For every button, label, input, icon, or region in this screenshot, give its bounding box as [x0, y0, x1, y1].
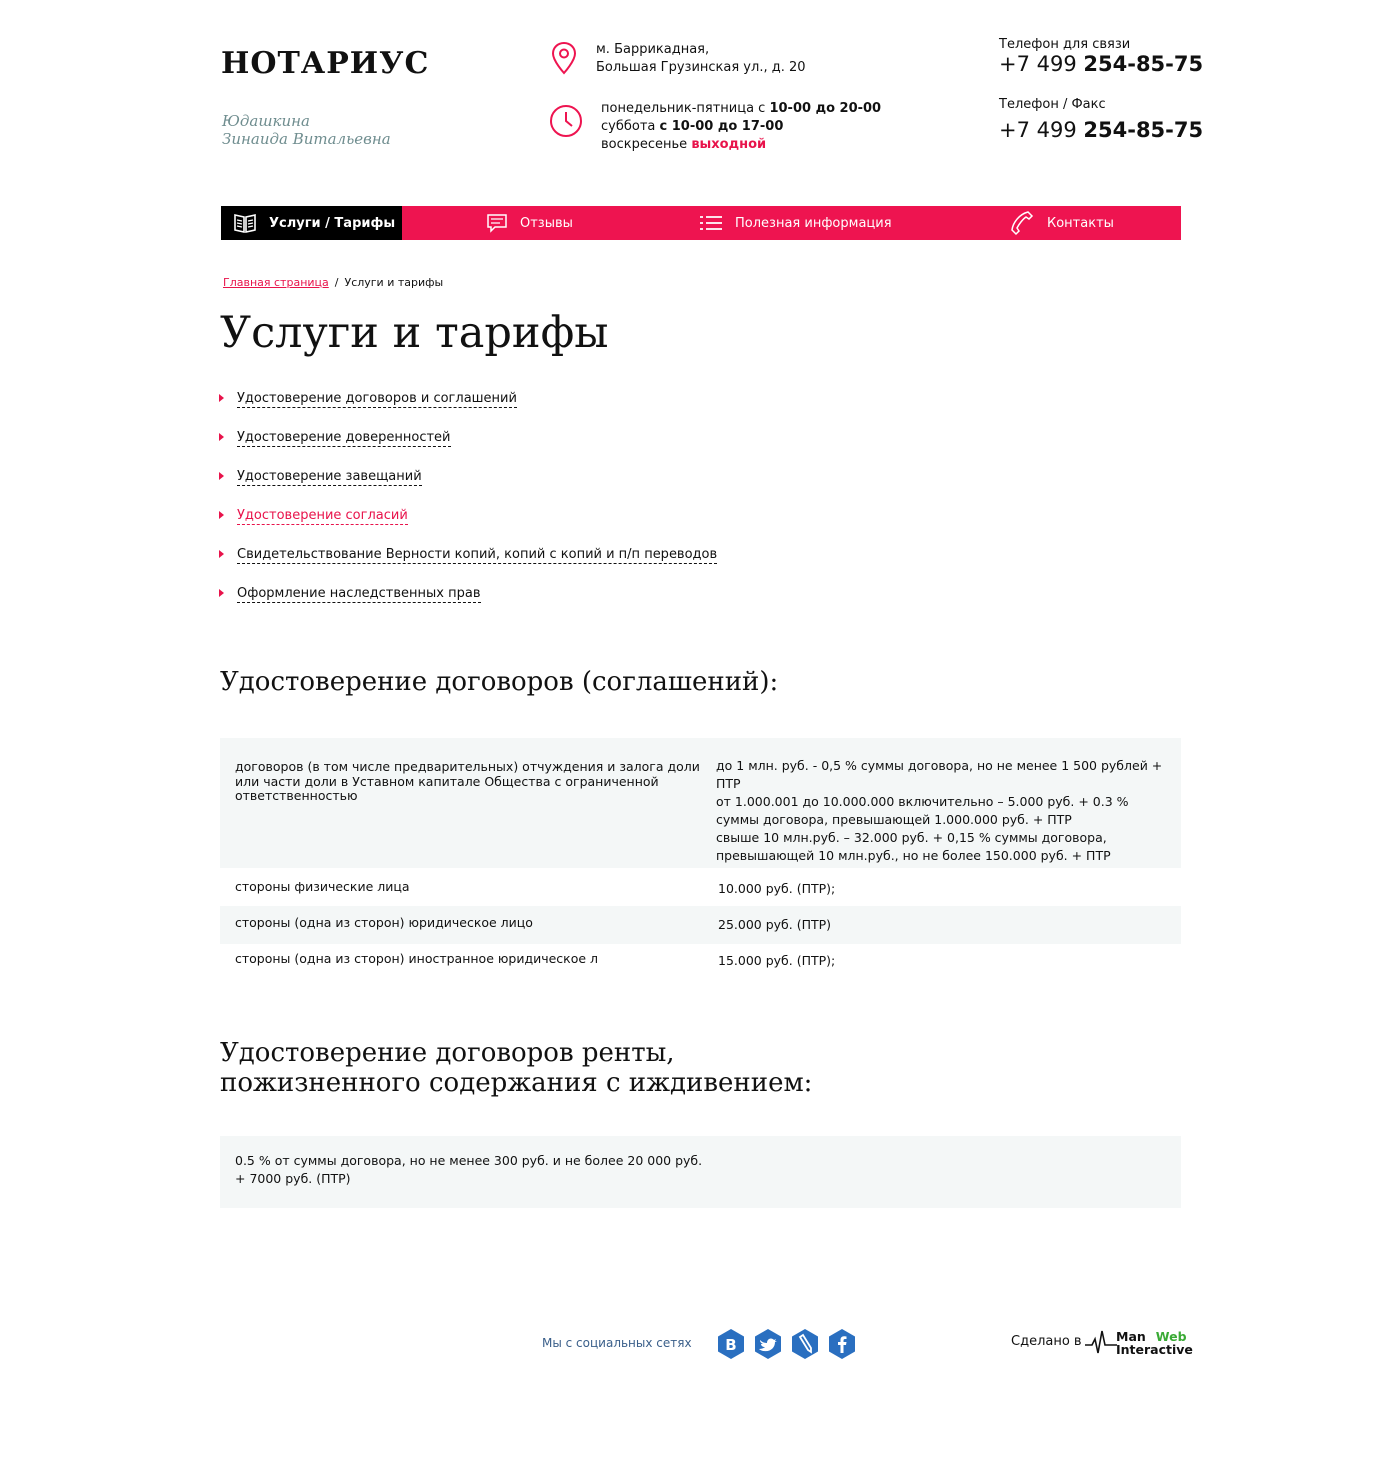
arrow-right-icon — [219, 511, 224, 519]
service-link-inheritance[interactable]: Оформление наследственных прав — [219, 586, 481, 601]
facebook-icon[interactable] — [826, 1328, 858, 1360]
service-link-power-of-attorney[interactable]: Удостоверение доверенностей — [219, 430, 451, 445]
notary-surname: Юдашкина — [222, 112, 311, 130]
notary-name — [222, 112, 391, 148]
location-pin-icon — [551, 41, 577, 75]
section-title-contracts: Удостоверение договоров (соглашений): — [220, 667, 779, 697]
service-link-copies[interactable]: Свидетельствование Верности копий, копий с копий и п/п переводов — [219, 547, 717, 562]
site-logo[interactable]: НОТАРИУС — [221, 46, 430, 81]
row-name: стороны (одна из сторон) иностранное юридическое л — [235, 951, 599, 966]
breadcrumb-current: Услуги и тарифы — [344, 276, 444, 289]
phone-contact-number[interactable]: +7 499 254-85-75 — [999, 52, 1204, 76]
phone-contact — [999, 37, 1203, 76]
phone-fax-label: Телефон / Факс — [999, 97, 1106, 112]
table-row — [220, 738, 1181, 868]
service-link-wills[interactable]: Удостоверение завещаний — [219, 469, 422, 484]
row-name: стороны физические лица — [235, 879, 410, 894]
address-metro: м. Баррикадная, — [596, 42, 710, 57]
clock-icon — [549, 104, 583, 138]
section-title-rent: Удостоверение договоров ренты, пожизненного содержания с иждивением: — [220, 1038, 813, 1098]
page-title: Услуги и тарифы — [220, 308, 609, 358]
hours-sunday: воскресенье выходной — [601, 137, 767, 152]
book-icon — [233, 212, 257, 234]
breadcrumb-separator: / — [334, 276, 339, 289]
arrow-right-icon — [219, 550, 224, 558]
row-text: 0.5 % от суммы договора, но не менее 300 руб. и не более 20 000 руб. + 7000 руб. (ПТР) — [235, 1153, 703, 1186]
breadcrumb — [223, 276, 443, 289]
row-price: 15.000 руб. (ПТР); — [718, 953, 836, 968]
arrow-right-icon — [219, 472, 224, 480]
livejournal-icon[interactable] — [789, 1328, 821, 1360]
row-name: договоров (в том числе предварительных) отчуждения и залога доли или части доли в Уставном капитале Общества с ограниченной ответственностью — [235, 759, 700, 803]
address-street: Большая Грузинская ул., д. 20 — [596, 60, 806, 75]
social-label: Мы с социальных сетях — [542, 1336, 692, 1350]
heartbeat-logo-icon — [1084, 1327, 1118, 1357]
service-link-consents[interactable]: Удостоверение согласий — [219, 508, 408, 523]
nav-item-services[interactable] — [221, 206, 402, 240]
hours-weekdays: понедельник-пятница с 10-00 до 20-00 — [601, 101, 882, 116]
row-name: стороны (одна из сторон) юридическое лицо — [235, 915, 533, 930]
notary-given-name: Зинаида Витальевна — [222, 130, 391, 148]
row-price: до 1 млн. руб. - 0,5 % суммы договора, но не менее 1 500 рублей + ПТР от 1.000.001 до 10.000.000 включительно – 5.000 руб. + 0.3 % суммы договора, превышающей 1.000.000 руб. + ПТР свыше 10 млн.руб. – 32.000 руб. + 0,15 % суммы договора, превышающей 10 млн.руб., но не более 150.000 руб. + ПТР — [716, 758, 1163, 863]
service-link-contracts[interactable]: Удостоверение договоров и соглашений — [219, 391, 517, 406]
row-price: 25.000 руб. (ПТР) — [718, 917, 832, 932]
phone-icon — [1009, 210, 1035, 236]
phone-fax-number[interactable]: +7 499 254-85-75 — [999, 118, 1204, 142]
nav-label: Услуги / Тарифы — [269, 215, 396, 231]
twitter-icon[interactable] — [752, 1328, 784, 1360]
chat-icon — [486, 213, 508, 233]
working-hours — [601, 100, 881, 154]
main-nav — [221, 206, 1181, 240]
nav-item-useful-info[interactable] — [699, 206, 892, 240]
row-price: 10.000 руб. (ПТР); — [718, 881, 836, 896]
manweb-logo[interactable]: Man Web Interactive — [1116, 1329, 1193, 1357]
arrow-right-icon — [219, 433, 224, 441]
table-row — [220, 944, 1181, 982]
svg-text:B: B — [725, 1336, 737, 1354]
vk-icon[interactable] — [715, 1328, 747, 1360]
table-row — [220, 868, 1181, 906]
nav-label: Контакты — [1047, 215, 1114, 231]
arrow-right-icon — [219, 589, 224, 597]
address — [596, 41, 806, 77]
brand-top-line: Man Web — [1116, 1329, 1187, 1344]
breadcrumb-home-link[interactable]: Главная страница — [223, 276, 329, 289]
hours-saturday: суббота с 10-00 до 17-00 — [601, 119, 784, 134]
phone-fax — [999, 97, 1203, 142]
nav-label: Отзывы — [520, 215, 573, 231]
nav-label: Полезная информация — [735, 215, 892, 231]
table-row — [220, 906, 1181, 944]
nav-item-reviews[interactable] — [486, 206, 573, 240]
made-by-label: Сделано в — [1011, 1334, 1082, 1349]
phone-contact-label: Телефон для связи — [999, 37, 1131, 52]
table-row — [220, 1136, 1181, 1208]
list-icon — [699, 214, 723, 232]
arrow-right-icon — [219, 394, 224, 402]
nav-item-contacts[interactable] — [1009, 206, 1114, 240]
